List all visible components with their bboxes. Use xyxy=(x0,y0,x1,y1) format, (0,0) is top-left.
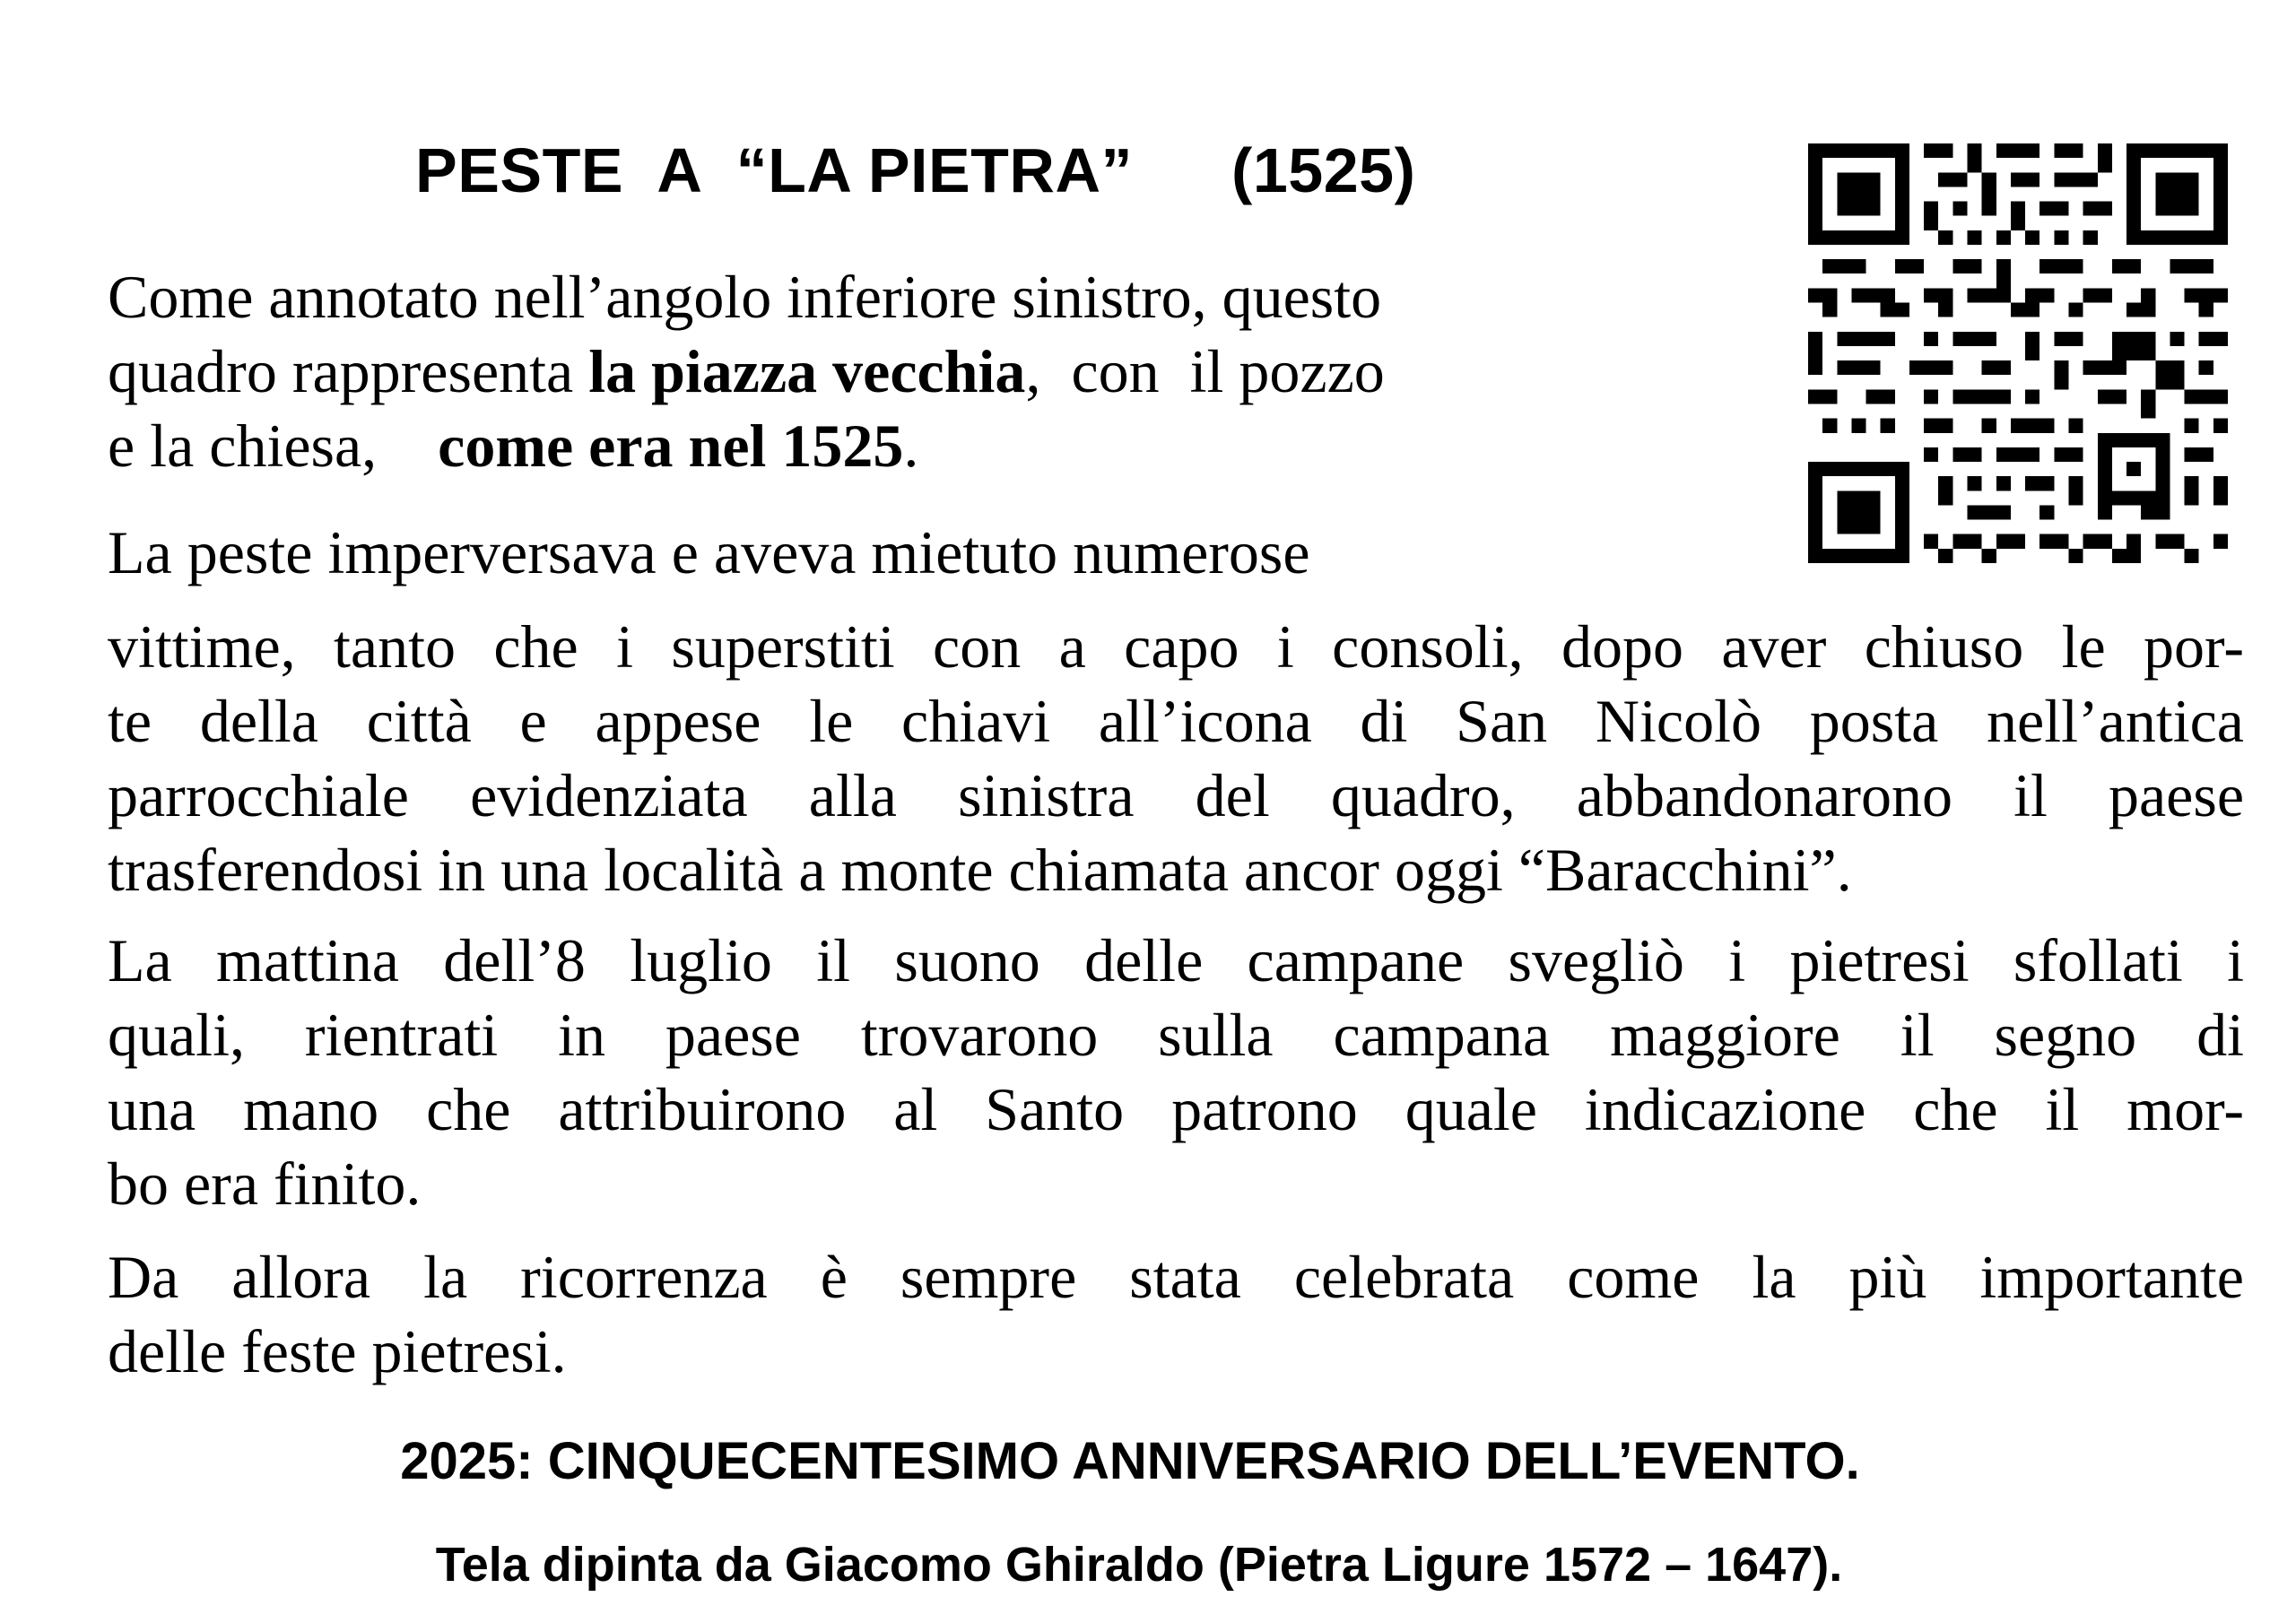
qr-code-icon xyxy=(1808,143,2228,563)
intro-bold-year: come era nel 1525 xyxy=(438,412,904,480)
text-line: te della città e appese le chiavi all’icona di San Nicolò posta nell’antica xyxy=(108,687,2244,755)
paragraph-3 xyxy=(108,924,2244,1221)
paragraph-2 xyxy=(108,610,2244,907)
text-line: una mano che attribuirono al Santo patrono quale indicazione che il mor- xyxy=(108,1075,2244,1143)
text-line: Da allora la ricorrenza è sempre stata celebrata come la più importante xyxy=(108,1243,2244,1311)
intro-bold-piazza: la piazza vecchia xyxy=(588,337,1026,405)
paragraph-2-first-line: La peste imperversava e aveva mietuto numerose xyxy=(108,518,1310,586)
intro-line-2a: quadro rappresenta xyxy=(108,337,589,405)
page-title xyxy=(415,135,1415,206)
title-year: (1525) xyxy=(1231,135,1416,205)
text-line: La mattina dell’8 luglio il suono delle campane svegliò i pietresi sfollati i xyxy=(108,926,2244,994)
text-line: vittime, tanto che i superstiti con a capo i consoli, dopo aver chiuso le por- xyxy=(108,612,2244,681)
text-line: bo era finito. xyxy=(108,1150,422,1218)
painting-credit: Tela dipinta da Giacomo Ghiraldo (Pietra Ligure 1572 – 1647). xyxy=(435,1538,1843,1592)
intro-paragraph xyxy=(108,260,1614,483)
intro-line-1: Come annotato nell’angolo inferiore sinistro, questo xyxy=(108,263,1382,331)
title-main: PESTE A “LA PIETRA” xyxy=(415,135,1134,205)
text-line: trasferendosi in una località a monte chiamata ancor oggi “Baracchini”. xyxy=(108,836,1852,904)
text-line: quali, rientrati in paese trovarono sulla campana maggiore il segno di xyxy=(108,1001,2244,1069)
anniversary-heading: 2025: CINQUECENTESIMO ANNIVERSARIO DELL’EVENTO. xyxy=(400,1432,1860,1490)
intro-line-3c: . xyxy=(903,412,919,480)
intro-line-3a: e la chiesa, xyxy=(108,412,439,480)
text-line: parrocchiale evidenziata alla sinistra del quadro, abbandonarono il paese xyxy=(108,761,2244,829)
paragraph-4 xyxy=(108,1240,2244,1389)
text-line: delle feste pietresi. xyxy=(108,1317,567,1385)
intro-line-2c: , con il pozzo xyxy=(1025,337,1385,405)
